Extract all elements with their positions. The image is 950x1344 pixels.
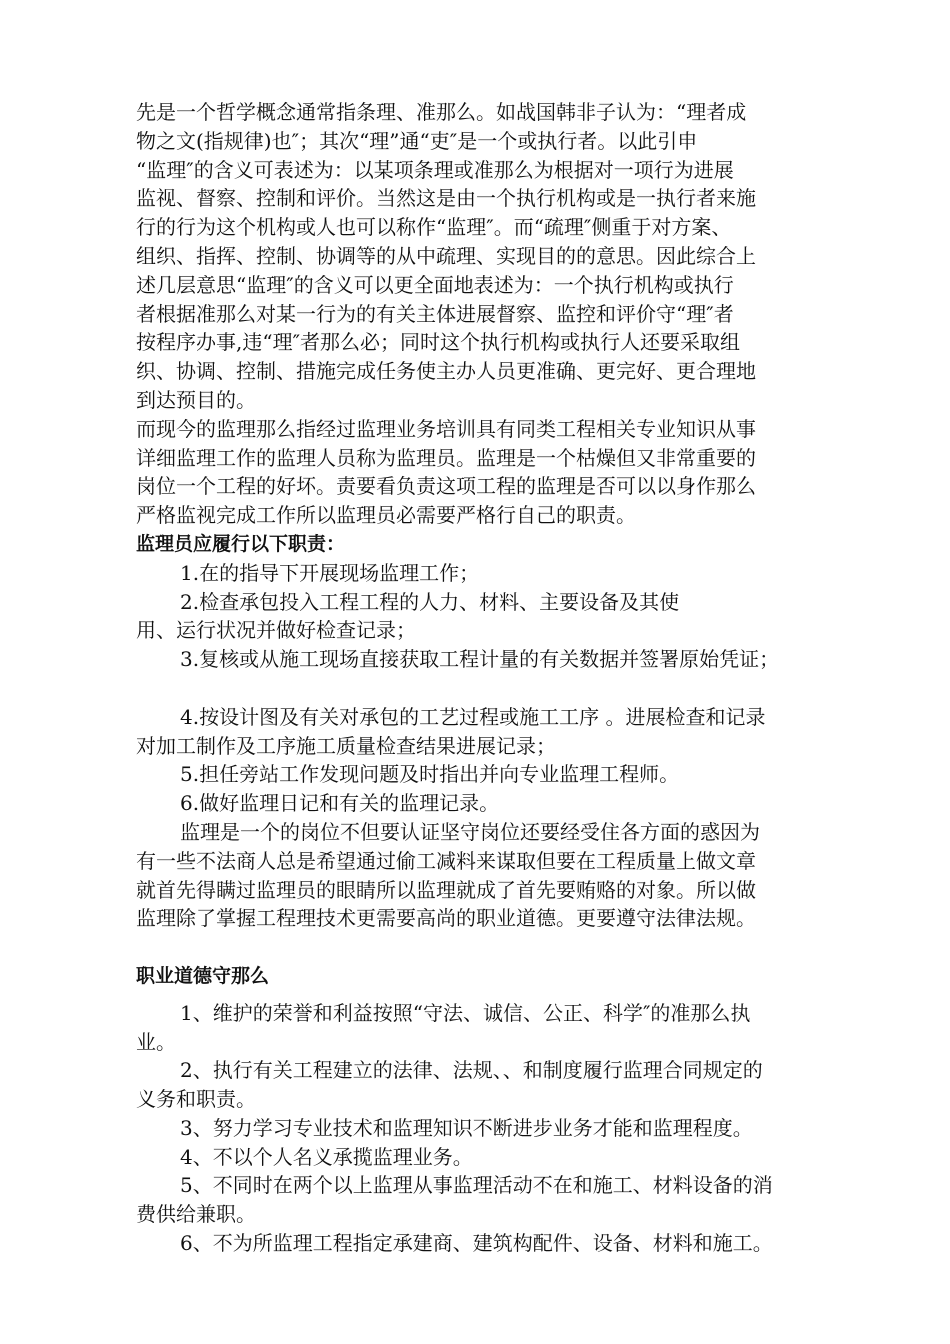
ethics-item-3: 3、努力学习专业技术和监理知识不断进步业务才能和监理程度。 — [180, 1115, 753, 1140]
duty-item-2: 2.检查承包投入工程工程的人力、材料、主要设备及其使 — [180, 589, 680, 614]
ethics-item-4: 4、不以个人名义承揽监理业务。 — [180, 1144, 473, 1169]
text-line: 监视、督察、控制和评价。当然这是由一个执行机构或是一执行者来施 — [136, 186, 756, 211]
text-line: 详细监理工作的监理人员称为监理员。监理是一个枯燥但又非常重要的 — [136, 445, 756, 470]
text-line: 而现今的监理那么指经过监理业务培训具有同类工程相关专业知识从事 — [136, 416, 756, 441]
blank-line — [136, 933, 866, 962]
duty-item-4: 4.按设计图及有关对承包的工艺过程或施工工序 。进展检查和记录 — [180, 704, 766, 729]
duties-heading: 监理员应履行以下职责： — [136, 532, 346, 555]
duty-item-1: 1.在的指导下开展现场监理工作； — [180, 560, 480, 585]
text-line: 者根据准那么对某一行为的有关主体进展督察、监控和评价守“理″者 — [136, 301, 734, 326]
duties-section — [136, 530, 866, 818]
ethics-section — [136, 962, 866, 1258]
text-line: 按程序办事,违“理″者那么必；同时这个执行机构或执行人还要采取组 — [136, 330, 741, 355]
ethics-item-5: 5、不同时在两个以上监理从事监理活动不在和施工、材料设备的消 — [180, 1173, 773, 1198]
intro-paragraph — [136, 98, 866, 415]
text-line: 监理除了掌握工程理技术更需要高尚的职业道德。更要遵守法律法规。 — [136, 906, 756, 931]
ethics-item-2: 2、执行有关工程建立的法律、法规、、和制度履行监理合同规定的 — [180, 1058, 763, 1083]
text-line: “监理″的含义可表述为：以某项条理或准那么为根据对一项行为进展 — [136, 157, 734, 182]
ethics-item-5-continued: 费供给兼职。 — [136, 1202, 256, 1227]
text-line: 严格监视完成工作所以监理员必需要严格行自己的职责。 — [136, 503, 636, 528]
second-paragraph — [136, 415, 866, 530]
text-line: 先是一个哲学概念通常指条理、准那么。如战国韩非子认为：“理者成 — [136, 100, 747, 124]
ethics-item-1: 1、维护的荣誉和利益按照“守法、诚信、公正、科学″的准那么执 — [180, 1000, 751, 1025]
text-line: 组织、指挥、控制、协调等的从中疏理、实现目的的意思。因此综合上 — [136, 243, 756, 268]
ethics-intro-paragraph — [136, 818, 866, 933]
duty-item-6: 6.做好监理日记和有关的监理记录。 — [180, 791, 500, 816]
text-line: 述几层意思“监理″的含义可以更全面地表述为：一个执行机构或执行 — [136, 272, 734, 297]
duty-item-2-continued: 用、运行状况并做好检查记录； — [136, 618, 416, 643]
text-line: 岗位一个工程的好坏。责要看负责这项工程的监理是否可以以身作那么 — [136, 474, 756, 499]
ethics-heading: 职业道德守那么 — [136, 964, 270, 987]
spacer — [136, 991, 866, 999]
text-line: 就首先得瞒过监理员的眼睛所以监理就成了首先要贿赂的对象。所以做 — [136, 877, 756, 902]
duty-item-4-continued: 对加工制作及工序施工质量检查结果进展记录； — [136, 733, 556, 758]
text-line: 有一些不法商人总是希望通过偷工减料来谋取但要在工程质量上做文章 — [136, 848, 756, 873]
duty-item-3: 3.复核或从施工现场直接获取工程计量的有关数据并签署原始凭证； — [180, 647, 780, 672]
text-line: 监理是一个的岗位不但要认证坚守岗位还要经受住各方面的惑因为 — [180, 819, 760, 844]
text-line: 到达预目的。 — [136, 387, 256, 412]
ethics-item-6: 6、不为所监理工程指定承建商、建筑构配件、设备、材料和施工。 — [180, 1231, 773, 1256]
text-line: 物之文(指规律)也″；其次“理”通“吏″是一个或执行者。以此引申 — [136, 128, 698, 153]
text-line: 行的行为这个机构或人也可以称作“监理″。而“疏理″侧重于对方案、 — [136, 215, 732, 240]
document-page — [136, 98, 866, 1258]
duty-item-5: 5.担任旁站工作发现问题及时指出并向专业监理工程师。 — [180, 762, 680, 787]
text-line: 织、协调、控制、措施完成任务使主办人员更准确、更完好、更合理地 — [136, 359, 756, 384]
ethics-item-1-continued: 业。 — [136, 1029, 176, 1054]
blank-line — [136, 674, 866, 703]
ethics-item-2-continued: 义务和职责。 — [136, 1087, 256, 1112]
